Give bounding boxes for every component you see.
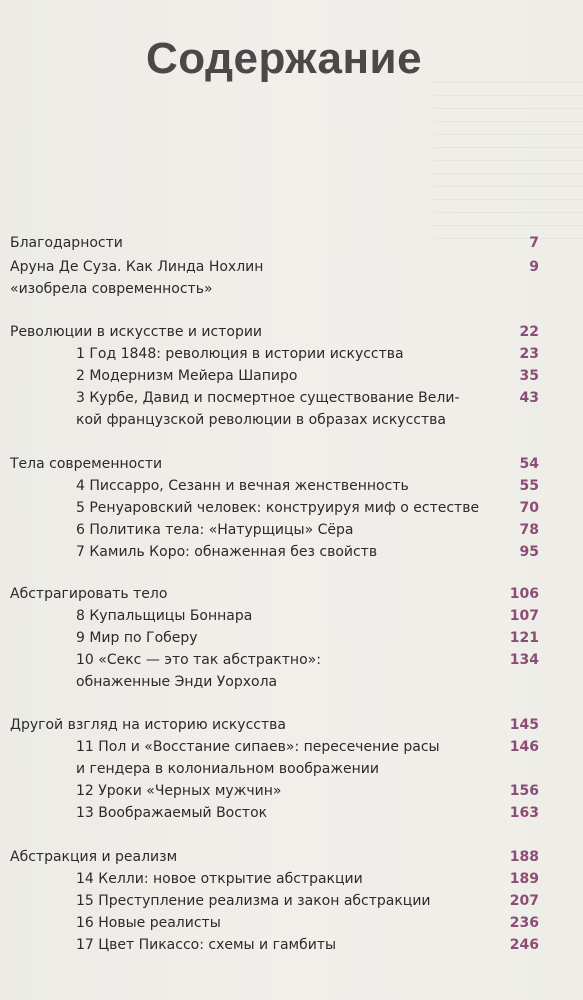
toc-entry-row [0, 519, 583, 541]
toc-entry-row [0, 605, 583, 627]
toc-entry-row [0, 934, 583, 956]
toc-page-number: 134 [509, 652, 539, 668]
toc-entry-row [0, 649, 583, 671]
toc-section-row [0, 583, 583, 605]
toc-entry-row [0, 627, 583, 649]
toc-label: 15 Преступление реализма и закон абстракции [76, 893, 431, 909]
toc-label: 17 Цвет Пикассо: схемы и гамбиты [76, 937, 337, 953]
toc-entry-row [0, 475, 583, 497]
toc-entry-row [0, 780, 583, 802]
toc-page-number: 207 [509, 893, 539, 909]
toc-page-number: 7 [529, 235, 539, 251]
toc-label: 10 «Секс — это так абстрактно»: [76, 652, 321, 668]
toc-label: 8 Купальщицы Боннара [76, 608, 253, 624]
toc-entry-row [0, 912, 583, 934]
toc-page-number: 78 [519, 522, 539, 538]
toc-page-number: 70 [519, 500, 539, 516]
toc-continuation-row [0, 758, 583, 780]
toc-label: 11 Пол и «Восстание сипаев»: пересечение расы [76, 739, 440, 755]
toc-label: кой французской революции в образах искусства [76, 412, 446, 428]
toc-page-number: 23 [519, 346, 539, 362]
toc-entry-row [0, 343, 583, 365]
toc-page-number: 246 [509, 937, 539, 953]
toc-label: Аруна Де Суза. Как Линда Нохлин [10, 259, 264, 275]
toc-page-number: 107 [509, 608, 539, 624]
toc-label: 13 Воображаемый Восток [76, 805, 268, 821]
toc-continuation-row [0, 278, 583, 300]
toc-page-number: 43 [519, 390, 539, 406]
toc-entry-row [0, 890, 583, 912]
page-title: Содержание [146, 34, 423, 83]
toc-label: обнаженные Энди Уорхола [76, 674, 278, 690]
toc-label: Тела современности [10, 456, 163, 472]
toc-entry-row [0, 497, 583, 519]
toc-label: 9 Мир по Гоберу [76, 630, 198, 646]
toc-label: Революции в искусстве и истории [10, 324, 263, 340]
toc-label: 5 Ренуаровский человек: конструируя миф о естестве [76, 500, 480, 516]
toc-page-number: 146 [509, 739, 539, 755]
toc-page-number: 55 [519, 478, 539, 494]
toc-label: 4 Писсарро, Сезанн и вечная женственность [76, 478, 409, 494]
toc-entry-row [0, 736, 583, 758]
toc-entry-row [0, 868, 583, 890]
toc-page-number: 54 [519, 456, 539, 472]
toc-page-number: 163 [509, 805, 539, 821]
toc-page-number: 9 [529, 259, 539, 275]
toc-page-number: 189 [509, 871, 539, 887]
toc-label: 1 Год 1848: революция в истории искусства [76, 346, 404, 362]
toc-section-row [0, 321, 583, 343]
toc-label: Благодарности [10, 235, 123, 251]
toc-continuation-row [0, 671, 583, 693]
toc-section-row [0, 256, 583, 278]
toc-section-row [0, 232, 583, 254]
toc-section-row [0, 846, 583, 868]
toc-label: 6 Политика тела: «Натурщицы» Сёра [76, 522, 354, 538]
toc-page-number: 95 [519, 544, 539, 560]
toc-label: 2 Модернизм Мейера Шапиро [76, 368, 298, 384]
toc-label: Абстракция и реализм [10, 849, 178, 865]
toc-entry-row [0, 387, 583, 409]
toc-page-number: 236 [509, 915, 539, 931]
toc-page-number: 188 [509, 849, 539, 865]
toc-page-number: 156 [509, 783, 539, 799]
toc-page-number: 121 [509, 630, 539, 646]
toc-page-number: 145 [509, 717, 539, 733]
toc-label: 3 Курбе, Давид и посмертное существование Вели- [76, 390, 460, 406]
toc-label: 16 Новые реалисты [76, 915, 221, 931]
toc-label: и гендера в колониальном воображении [76, 761, 379, 777]
toc-label: Абстрагировать тело [10, 586, 168, 602]
toc-section-row [0, 714, 583, 736]
toc-label: «изобрела современность» [10, 281, 213, 297]
toc-page-number: 35 [519, 368, 539, 384]
toc-label: 14 Келли: новое открытие абстракции [76, 871, 363, 887]
toc-label: Другой взгляд на историю искусства [10, 717, 286, 733]
toc-continuation-row [0, 409, 583, 431]
toc-section-row [0, 453, 583, 475]
toc-entry-row [0, 541, 583, 563]
toc-entry-row [0, 802, 583, 824]
toc-label: 7 Камиль Коро: обнаженная без свойств [76, 544, 378, 560]
toc-entry-row [0, 365, 583, 387]
toc-page-number: 106 [509, 586, 539, 602]
toc-page-number: 22 [519, 324, 539, 340]
toc-label: 12 Уроки «Черных мужчин» [76, 783, 282, 799]
